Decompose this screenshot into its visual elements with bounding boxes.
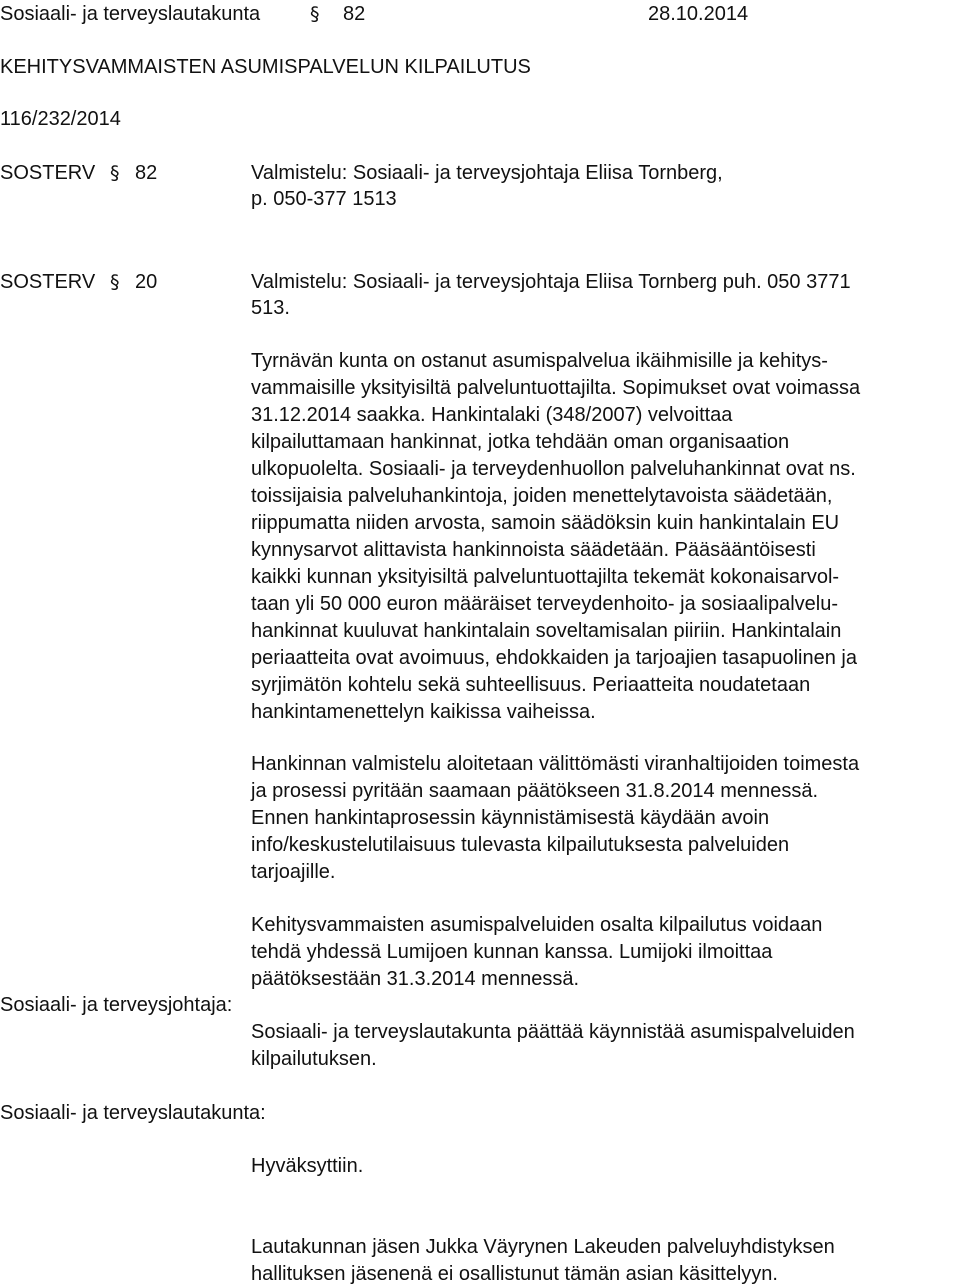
history-code: SOSTERV — [0, 162, 96, 184]
section-number: 82 — [343, 3, 366, 25]
paragraph-schedule — [251, 751, 859, 886]
text-line: kilpailuttamaan hankinnat, jotka tehdään oman organisaation — [251, 431, 790, 453]
disqualification-note — [251, 1234, 835, 1288]
text-line: Hankinnan valmistelu aloitetaan välittömästi viranhaltijoiden toimesta — [251, 753, 860, 775]
text-line: päätöksestään 31.3.2014 mennessä. — [251, 968, 580, 990]
text-line: ulkopuolelta. Sosiaali- ja terveydenhuollon palveluhankinnat ovat ns. — [251, 458, 856, 480]
text-line: info/keskustelutilaisuus tulevasta kilpailutuksesta palveluiden — [251, 834, 790, 856]
history-number: 82 — [135, 162, 158, 184]
proposal-label: Sosiaali- ja terveysjohtaja: — [0, 994, 233, 1016]
header-committee: Sosiaali- ja terveyslautakunta — [0, 3, 261, 25]
text-line: hallituksen jäsenenä ei osallistunut tämän asian käsittelyyn. — [251, 1263, 778, 1285]
proposal-text — [251, 1019, 855, 1073]
text-line: Kehitysvammaisten asumispalveluiden osalta kilpailutus voidaan — [251, 914, 823, 936]
text-line: hankinnat kuuluvat hankintalain soveltamisalan piiriin. Hankintalain — [251, 620, 842, 642]
decision-label: Sosiaali- ja terveyslautakunta: — [0, 1102, 266, 1124]
text-line: vammaisille yksityisiltä palveluntuottajilta. Sopimukset ovat voimassa — [251, 377, 861, 399]
section-symbol: § — [310, 3, 320, 25]
decision-text: Hyväksyttiin. — [251, 1155, 364, 1177]
text-line: tarjoajille. — [251, 861, 336, 883]
text-line: toissijaisia palveluhankintoja, joiden menettelytavoista säädetään, — [251, 485, 833, 507]
text-line: hankintamenettelyn kaikissa vaiheissa. — [251, 701, 596, 723]
section-symbol: § — [110, 162, 120, 184]
text-line: 31.12.2014 saakka. Hankintalaki (348/2007) velvoittaa — [251, 404, 733, 426]
history-text: Valmistelu: Sosiaali- ja terveysjohtaja Eliisa Tornberg puh. 050 3771 — [251, 271, 851, 293]
history-text: p. 050-377 1513 — [251, 188, 397, 210]
history-text: 513. — [251, 297, 290, 319]
paragraph-cooperation — [251, 912, 822, 993]
text-line: Lautakunnan jäsen Jukka Väyrynen Lakeuden palveluyhdistyksen — [251, 1236, 835, 1258]
text-line: kaikki kunnan yksityisiltä palveluntuottajilta tekemät kokonaisarvol- — [251, 566, 840, 588]
history-text: Valmistelu: Sosiaali- ja terveysjohtaja Eliisa Tornberg, — [251, 162, 723, 184]
text-line: syrjimätön kohtelu sekä suhteellisuus. Periaatteita noudatetaan — [251, 674, 811, 696]
text-line: kynnysarvot alittavista hankinnoista säädetään. Pääsääntöisesti — [251, 539, 816, 561]
text-line: riippumatta niiden arvosta, samoin säädöksin kuin hankintalain EU — [251, 512, 840, 534]
reference-number: 116/232/2014 — [0, 108, 121, 130]
paragraph-main — [251, 348, 860, 726]
text-line: tehdä yhdessä Lumijoen kunnan kanssa. Lumijoki ilmoittaa — [251, 941, 773, 963]
text-line: Tyrnävän kunta on ostanut asumispalvelua ikäihmisille ja kehitys- — [251, 350, 828, 372]
history-number: 20 — [135, 271, 158, 293]
section-symbol: § — [110, 271, 120, 293]
text-line: kilpailutuksen. — [251, 1048, 377, 1070]
text-line: Ennen hankintaprosessin käynnistämisestä käydään avoin — [251, 807, 770, 829]
text-line: Sosiaali- ja terveyslautakunta päättää käynnistää asumispalveluiden — [251, 1021, 855, 1043]
text-line: periaatteita ovat avoimuus, ehdokkaiden ja tarjoajien tasapuolinen ja — [251, 647, 857, 669]
text-line: ja prosessi pyritään saamaan päätökseen 31.8.2014 mennessä. — [251, 780, 819, 802]
text-line: taan yli 50 000 euron määräiset terveydenhoito- ja sosiaalipalvelu- — [251, 593, 839, 615]
document-title: KEHITYSVAMMAISTEN ASUMISPALVELUN KILPAILUTUS — [0, 56, 531, 78]
history-code: SOSTERV — [0, 271, 96, 293]
meeting-date: 28.10.2014 — [648, 3, 749, 25]
